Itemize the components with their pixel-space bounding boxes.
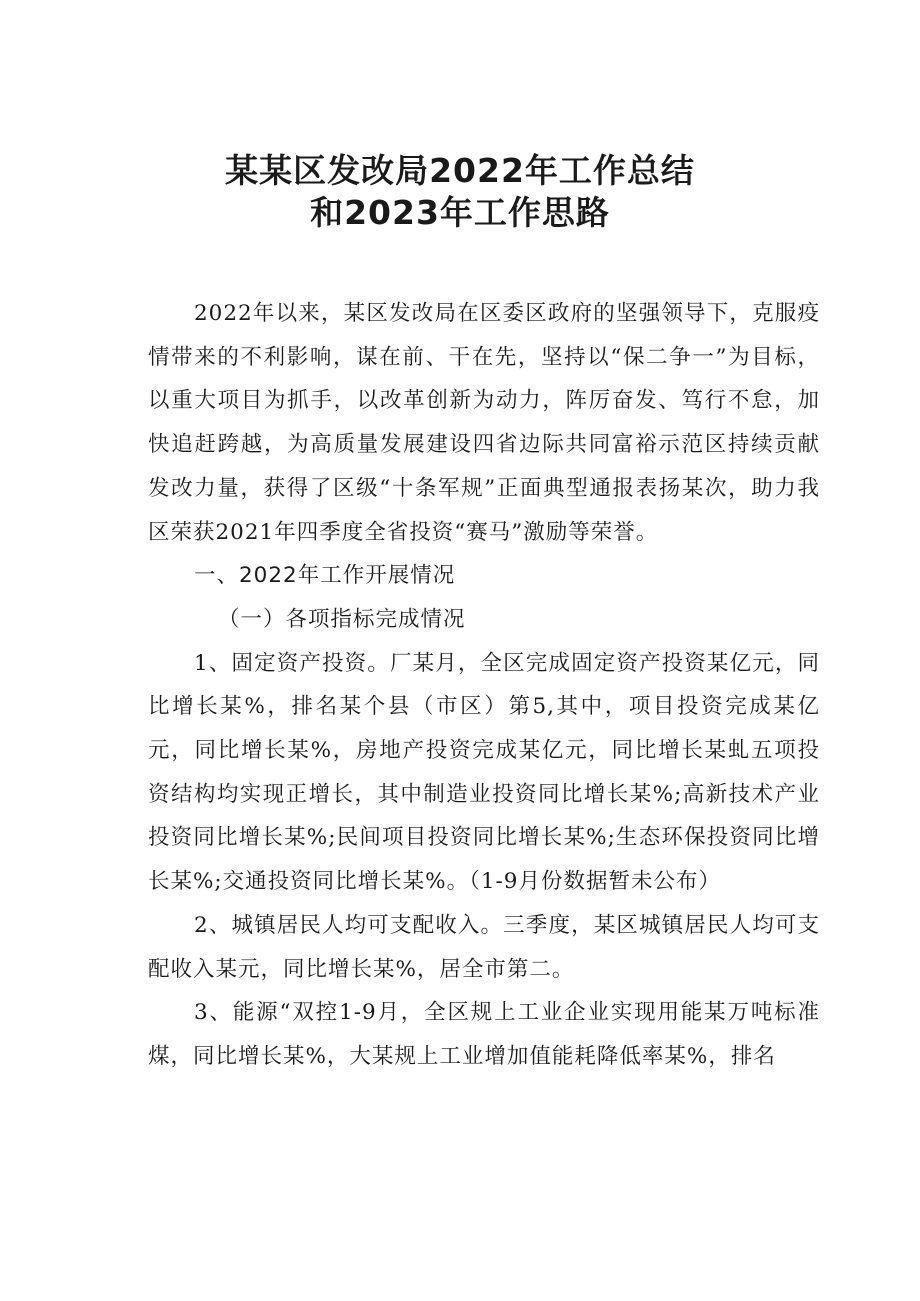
section-heading-1: 一、2022年工作开展情况 [194, 563, 456, 589]
title-line-2: 和2023年工作思路 [310, 193, 610, 232]
document-title [100, 150, 820, 234]
paragraph-item-2: 2、城镇居民人均可支配收入。三季度，某区城镇居民人均可支配收入某元，同比增长某%，居全市第二。 [148, 912, 820, 982]
intro-paragraph: 2022年以来，某区发改局在区委区政府的坚强领导下，克服疫情带来的不利影响，谋在前、干在先，坚持以“保二争一”为目标，以重大项目为抓手，以改革创新为动力，阵厉奋发、笃行不怠，加快追赶跨越，为高质量发展建设四省边际共同富裕示范区持续贡献发改力量，获得了区级“十条军规”正面典型通报表扬某次，助力我区荣获2021年四季度全省投资“赛马”激励等荣誉。 [148, 301, 820, 545]
document-body [148, 292, 820, 1079]
paragraph-item-3: 3、能源“双控1-9月，全区规上工业企业实现用能某万吨标准煤，同比增长某%，大某规上工业增加值能耗降低率某%，排名 [148, 1000, 820, 1069]
title-line-1: 某某区发改局2022年工作总结 [225, 151, 695, 190]
paragraph-item-1: 1、固定资产投资。厂某月，全区完成固定资产投资某亿元，同比增长某%，排名某个县（市区）第5,其中，项目投资完成某亿元，同比增长某%，房地产投资完成某亿元，同比增长某虬五项投资结构均实现正增长，其中制造业投资同比增长某%;高新技术产业投资同比增长某%;民间项目投资同比增长某%;生态环保投资同比增长某%;交通投资同比增长某%。（1-9月份数据暂未公布） [148, 650, 820, 895]
subsection-heading-1: （一）各项指标完成情况 [218, 606, 466, 632]
